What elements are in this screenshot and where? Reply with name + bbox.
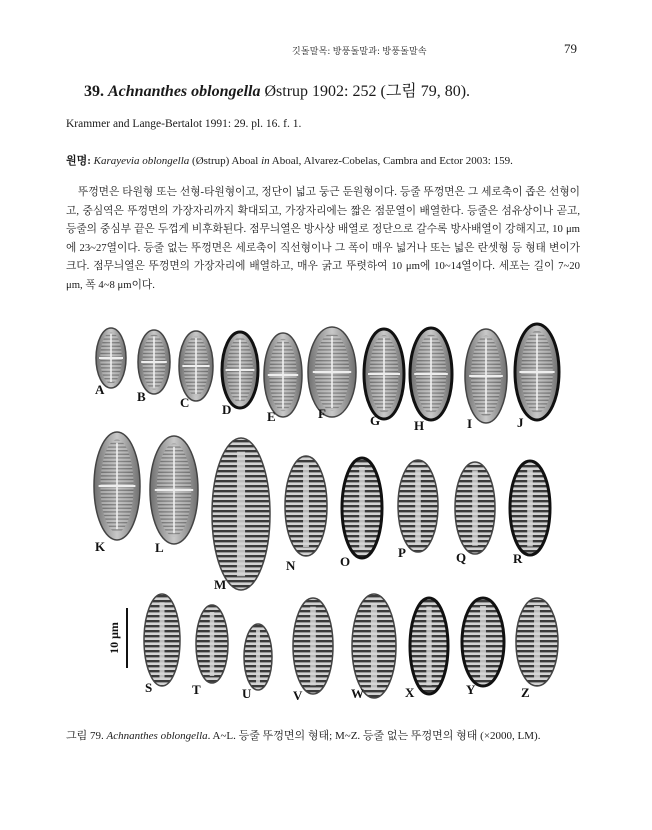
valve-j — [515, 324, 559, 420]
plate-label-o: O — [340, 554, 351, 569]
plate-label-e: E — [267, 409, 276, 424]
valve-c — [179, 331, 213, 401]
running-title: 깃돌말목: 방풍돌말과: 방풍돌말속 — [292, 46, 427, 56]
valve-b — [138, 330, 170, 394]
plate-label-b: B — [137, 389, 146, 404]
valve-z — [516, 598, 558, 686]
plate-label-n: N — [286, 558, 296, 573]
caption-text: . A~L. 등줄 뚜껑면의 형태; M~Z. 등줄 없는 뚜껑면의 형태 (×2000, LM). — [207, 730, 541, 742]
plate-label-d: D — [222, 402, 232, 417]
basionym-label: 원명: — [66, 155, 91, 167]
plate-label-j: J — [517, 415, 524, 430]
plate-label-m: M — [214, 577, 227, 592]
basionym-authority: (Østrup) Aboal — [189, 155, 262, 167]
valve-k — [94, 432, 140, 540]
valve-r — [510, 461, 550, 555]
valve-x — [410, 598, 448, 694]
plate-label-l: L — [155, 540, 164, 555]
plate-label-h: H — [414, 418, 425, 433]
species-number: 39. — [84, 83, 104, 100]
scale-bar-label: 10 μm — [107, 622, 121, 654]
valve-n — [285, 456, 327, 556]
basionym-name: Karayevia oblongella — [93, 155, 190, 167]
valve-o — [342, 458, 382, 558]
plate-label-f: F — [318, 406, 326, 421]
plate-label-i: I — [467, 416, 473, 431]
plate-label-g: G — [370, 413, 381, 428]
valve-v — [293, 598, 333, 694]
scale-bar — [107, 608, 127, 668]
caption-species: Achnanthes oblongella — [106, 730, 208, 742]
figure-caption — [66, 727, 580, 745]
valve-s — [144, 594, 180, 686]
page-number: 79 — [564, 41, 577, 56]
valve-p — [398, 460, 438, 552]
plate-label-c: C — [180, 395, 190, 410]
plate-label-p: P — [398, 545, 406, 560]
valve-e — [264, 333, 302, 417]
plate-label-q: Q — [456, 550, 467, 565]
valve-u — [244, 624, 272, 690]
valve-t — [196, 605, 228, 683]
plate-label-k: K — [95, 539, 106, 554]
valve-l — [150, 436, 198, 544]
species-description: 뚜껑면은 타원형 또는 선형-타원형이고, 정단이 넓고 둥근 둔원형이다. 등줄 뚜껑면은 그 세로축이 좁은 선형이고, 중심역은 뚜껑면의 가장자리까지 확대되고, 가장자리에는 짧은 점문열이 배열한다. 등줄은 섬유상이나 곧고, 등줄의 중심부 끝은 두껍게 비후화된다. 점무늬열은 방사상 배열로 정단으로 갈수록 방사배열이 강해지고, 10 μm에 23~27열이다. 등줄 없는 뚜껑면은 세로축이 직선형이나 그 폭이 매우 넓거나 또는 넓은 란셋형 등 형태 변이가 크다. 점무늬열은 뚜껑면의 가장자리에 배열하고, 매우 굵고 뚜렷하여 10 μm에 10~14열이다. 세포는 길이 7~20 μm, 폭 4~8 μm이다. — [66, 186, 580, 291]
valve-g — [364, 329, 404, 419]
species-authority: Østrup 1902: 252 (그림 79, 80). — [264, 83, 471, 100]
plate-label-y: Y — [466, 682, 476, 697]
reference-citation: Krammer and Lange-Bertalot 1991: 29. pl. 16. f. 1. — [66, 118, 302, 130]
plate-label-x: X — [405, 685, 415, 700]
valve-m — [212, 438, 270, 590]
valve-a — [96, 328, 126, 388]
plate-label-t: T — [192, 682, 201, 697]
plate-label-a: A — [95, 382, 105, 397]
valve-w — [352, 594, 396, 698]
valve-d — [222, 332, 258, 408]
plate-label-z: Z — [521, 685, 530, 700]
valve-h — [410, 328, 452, 420]
species-name: Achnanthes oblongella — [108, 83, 261, 100]
plate-label-s: S — [145, 680, 153, 695]
plate-label-w: W — [351, 686, 364, 701]
basionym-in: in — [261, 155, 270, 167]
basionym-citation: Aboal, Alvarez-Cobelas, Cambra and Ector 2003: 159. — [269, 155, 513, 167]
valve-y — [462, 598, 504, 686]
plate-label-r: R — [513, 551, 523, 566]
caption-figure-label: 그림 79. — [66, 730, 104, 742]
plate-label-v: V — [293, 688, 303, 703]
valve-q — [455, 462, 495, 554]
plate-label-u: U — [242, 686, 252, 701]
valve-f — [308, 327, 356, 417]
valve-i — [465, 329, 507, 423]
